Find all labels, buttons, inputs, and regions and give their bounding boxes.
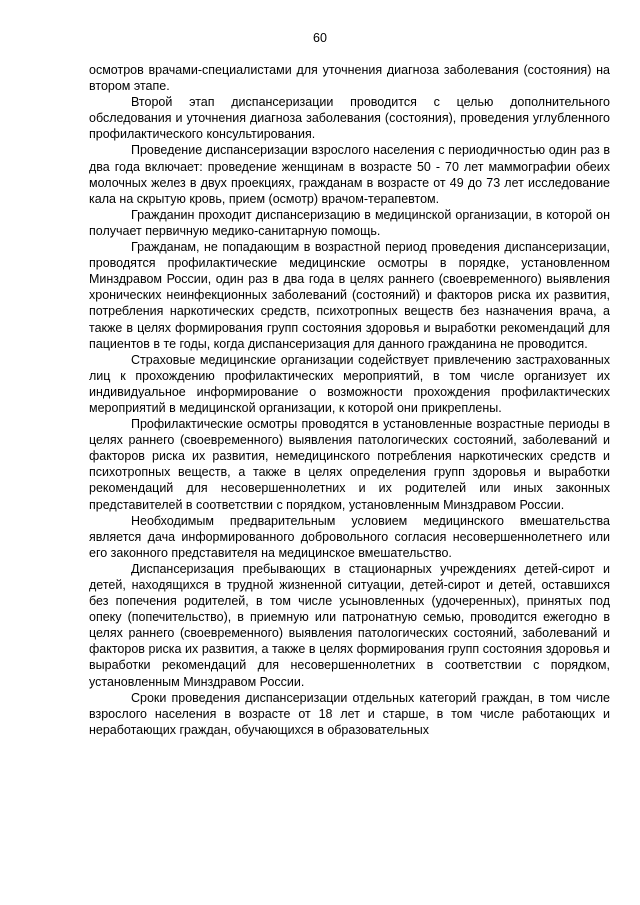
paragraph: Диспансеризация пребывающих в стационарных учреждениях детей-сирот и детей, находящихся в трудной жизненной ситуации, детей-сирот и детей, оставшихся без попечения родителей, в том числе усыновленных (удочеренных), принятых под опеку (попечительство), в приемную или патронатную семью, проводится ежегодно в целях раннего (своевременного) выявления патологических состояний, заболеваний и факторов риска их развития, а также в целях формирования групп состояния здоровья и выработки рекомендаций для несовершеннолетних в соответствии с порядком, установленным Минздравом России.: [89, 561, 610, 689]
page-number: 60: [313, 31, 327, 45]
paragraph: Необходимым предварительным условием медицинского вмешательства является дача информированного добровольного согласия несовершеннолетнего или его законного представителя на медицинское вмешательство.: [89, 513, 610, 560]
paragraph: Гражданин проходит диспансеризацию в медицинской организации, в которой он получает первичную медико-санитарную помощь.: [89, 207, 610, 238]
paragraph: Проведение диспансеризации взрослого населения с периодичностью один раз в два года включает: проведение женщинам в возрасте 50 - 70 лет маммографии обеих молочных желез в двух проекциях, гражданам в возрасте от 49 до 73 лет исследование кала на скрытую кровь, прием (осмотр) врачом-терапевтом.: [89, 143, 610, 206]
paragraph: Страховые медицинские организации содействует привлечению застрахованных лиц к прохождению профилактических мероприятий, в том числе организует их индивидуальное информирование о возможности прохождения профилактических мероприятий в медицинской организации, к которой они прикреплены.: [89, 352, 610, 415]
paragraph: Сроки проведения диспансеризации отдельных категорий граждан, в том числе взрослого населения в возрасте от 18 лет и старше, в том числе работающих и неработающих граждан, обучающихся в образовательных: [89, 690, 610, 737]
paragraph: Второй этап диспансеризации проводится с целью дополнительного обследования и уточнения диагноза заболевания (состояния), проведения углубленного профилактического консультирования.: [89, 95, 610, 142]
paragraph: Профилактические осмотры проводятся в установленные возрастные периоды в целях раннего (своевременного) выявления патологических состояний, заболеваний и факторов риска их развития, немедицинского потребления наркотических средств и психотропных веществ, а также в целях определения групп здоровья и выработки рекомендаций для несовершеннолетних и их родителей или иных законных представителей в соответствии с порядком, установленным Минздравом России.: [89, 417, 610, 512]
paragraph-continuation: осмотров врачами-специалистами для уточнения диагноза заболевания (состояния) на втором этапе.: [89, 63, 610, 94]
paragraph: Гражданам, не попадающим в возрастной период проведения диспансеризации, проводятся профилактические медицинские осмотры в порядке, установленном Минздравом России, один раз в два года в целях раннего (своевременного) выявления хронических неинфекционных заболеваний (состояний) и факторов риска их развития, потребления наркотических средств, психотропных веществ без назначения врача, а также в целях формирования групп состояния здоровья и выработки рекомендаций для пациентов в те годы, когда диспансеризация для данного гражданина не проводится.: [89, 240, 610, 351]
document-body: [89, 62, 610, 738]
